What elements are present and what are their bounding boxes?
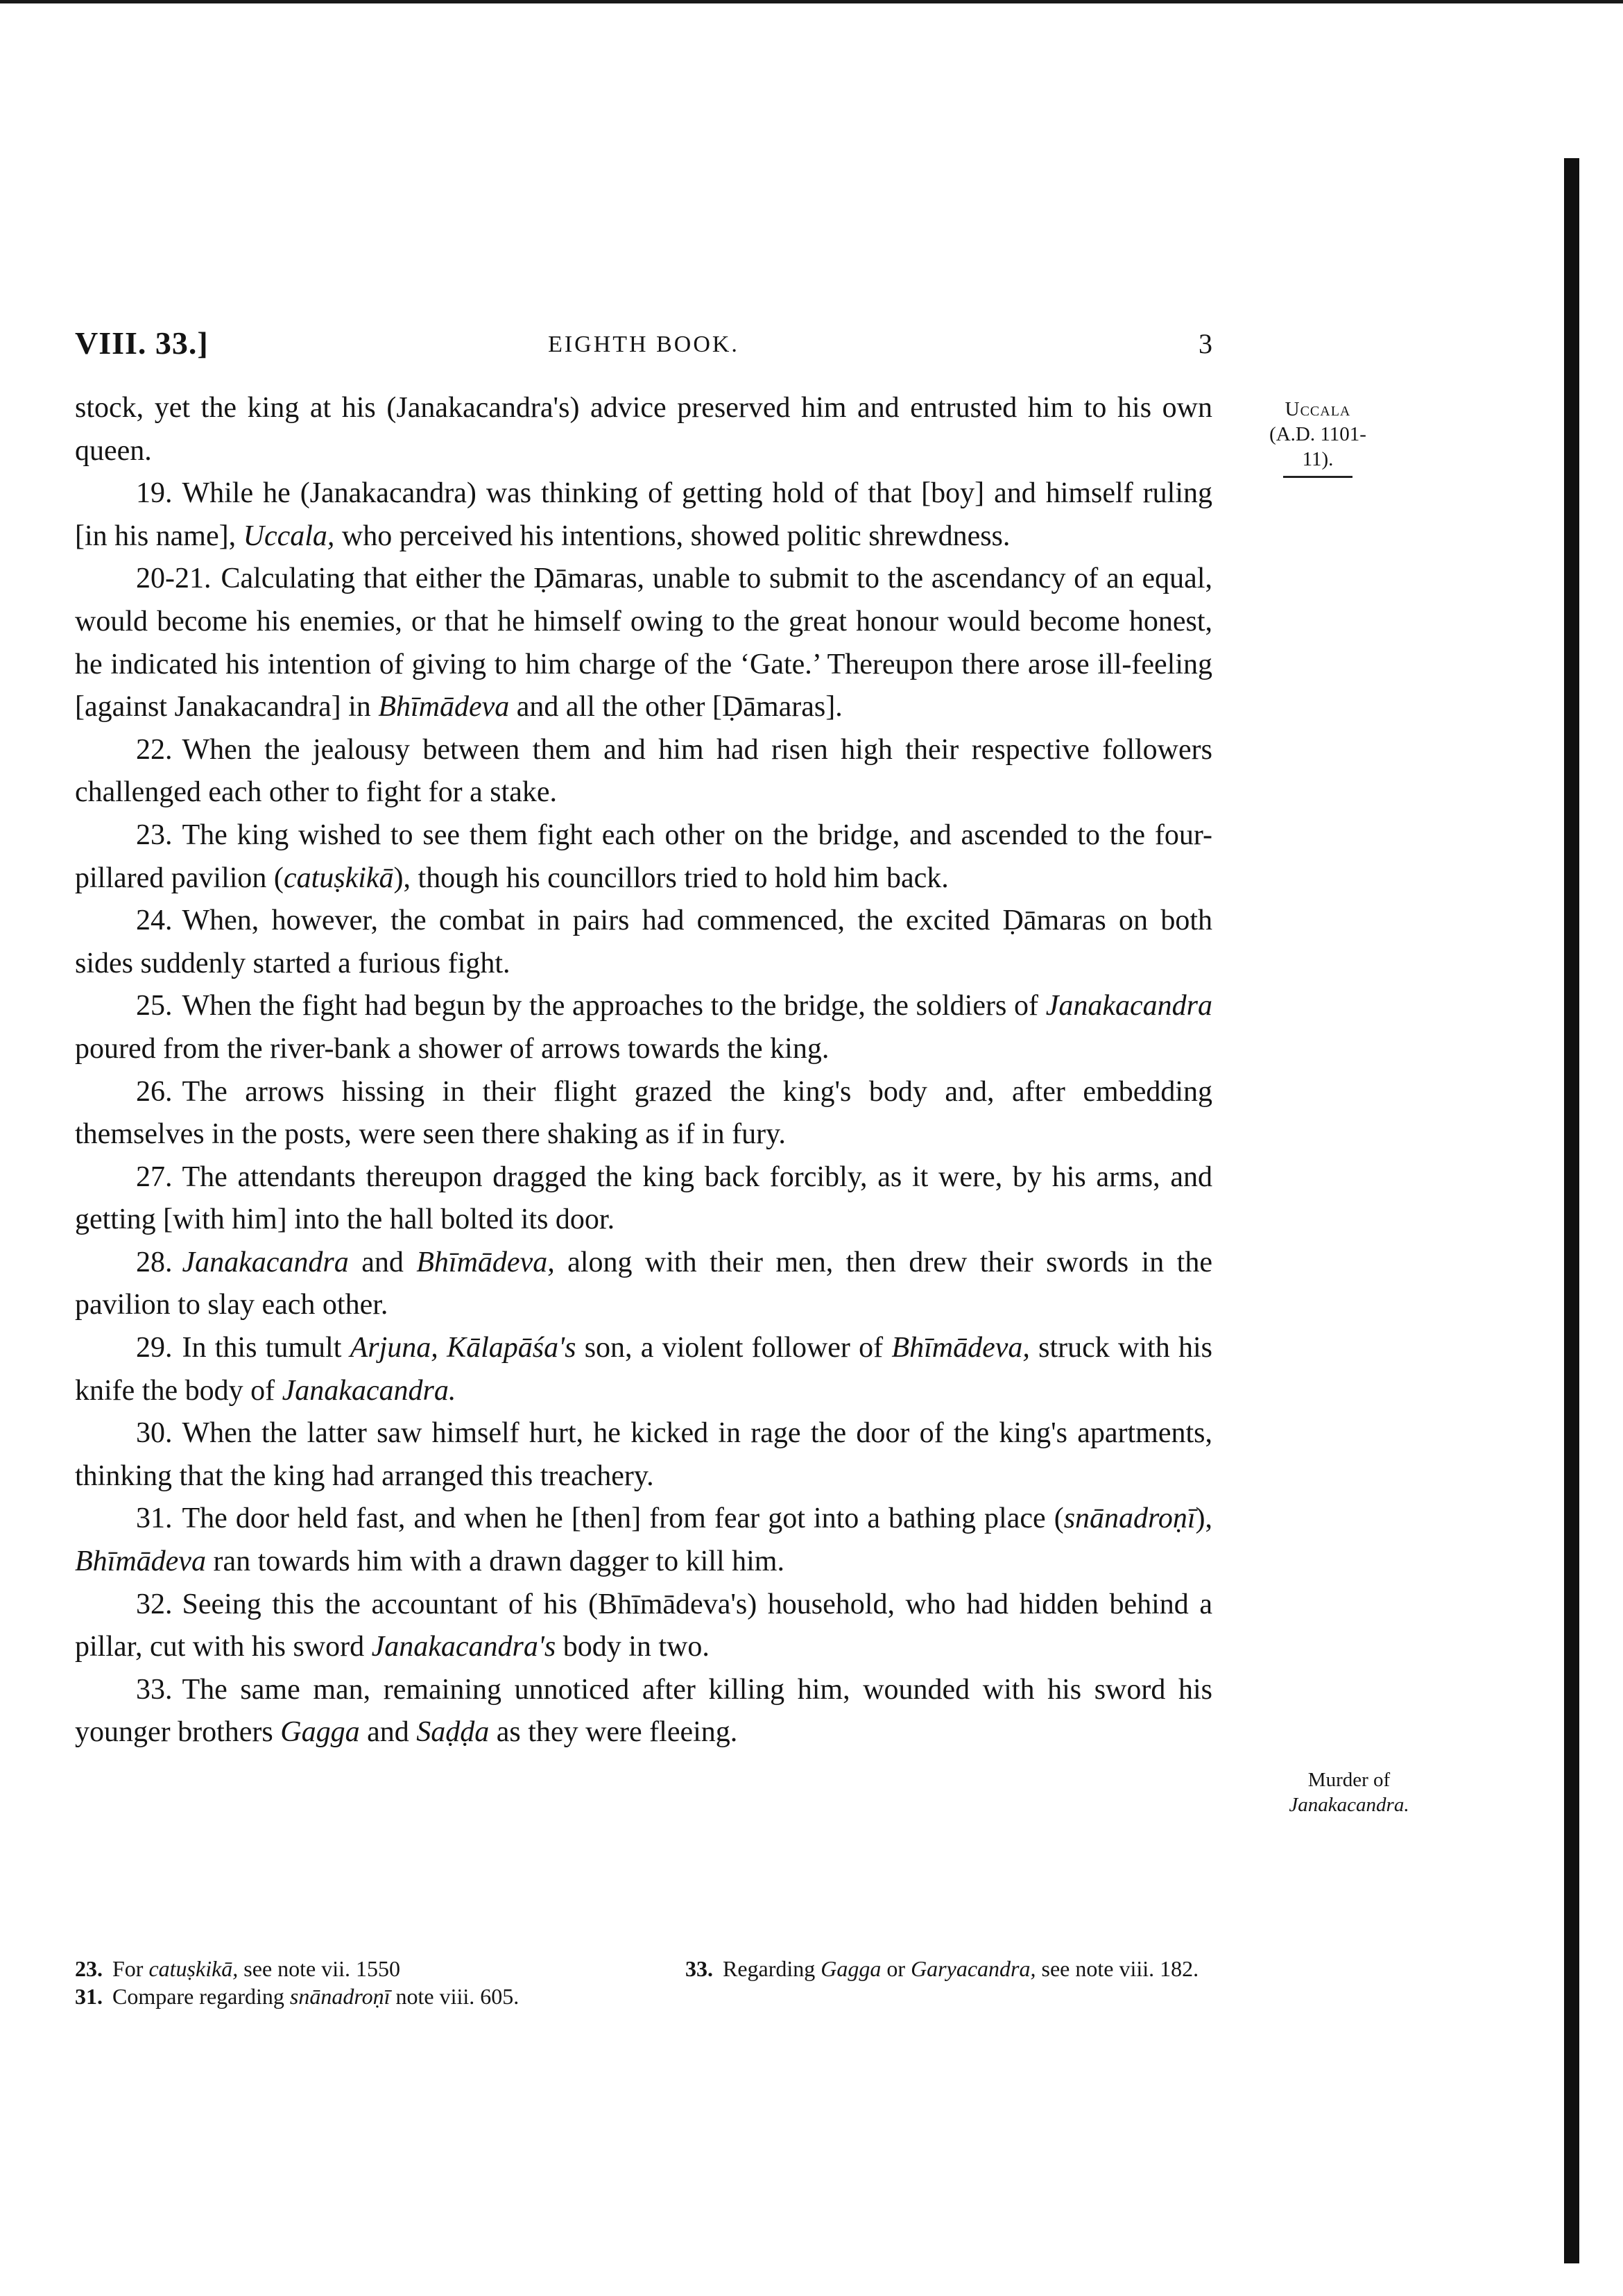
verse-italic: Janakacandra bbox=[1045, 990, 1212, 1022]
header-book-title: EIGHTH BOOK. bbox=[548, 332, 739, 357]
running-header bbox=[75, 325, 1212, 366]
verse-italic: Bhīmādeva bbox=[378, 691, 510, 723]
page-number: 3 bbox=[1199, 328, 1212, 359]
footnote-italic: Garyacandra, bbox=[911, 1956, 1036, 1981]
verse-32 bbox=[75, 1584, 1212, 1669]
verse-text: along with their men, then drew their swords in the pavilion to slay each other. bbox=[75, 1246, 1212, 1321]
verse-text: Seeing this the accountant of his (Bhīmādeva's) household, who had hidden behind a pillar, cut with his sword bbox=[75, 1588, 1212, 1663]
verse-number: 33. bbox=[136, 1673, 173, 1706]
verse-31 bbox=[75, 1498, 1212, 1583]
verse-text: The door held fast, and when he [then] from fear got into a bathing place ( bbox=[182, 1502, 1064, 1535]
verse-29 bbox=[75, 1327, 1212, 1412]
main-text bbox=[75, 387, 1212, 1754]
footnote-number: 31. bbox=[75, 1984, 103, 2009]
verse-text: as they were fleeing. bbox=[489, 1716, 738, 1749]
verse-number: 23. bbox=[136, 819, 173, 851]
verse-italic: Arjuna, Kālapāśa's bbox=[350, 1332, 576, 1364]
footnote-italic: snānadroṇī bbox=[289, 1984, 390, 2009]
footnote-text: see note vii. 1550 bbox=[238, 1956, 401, 1981]
footnote-text: note viii. 605. bbox=[390, 1984, 519, 2009]
margin-note-ruler bbox=[1255, 397, 1380, 478]
footnote-text: For bbox=[112, 1956, 149, 1981]
verse-italic: Bhīmādeva bbox=[75, 1545, 206, 1578]
verse-28 bbox=[75, 1242, 1212, 1327]
verse-text: ), though his councillors tried to hold him back. bbox=[393, 862, 949, 894]
verse-text: When the fight had begun by the approaches to the bridge, the soldiers of bbox=[182, 990, 1046, 1022]
verse-number: 25. bbox=[136, 990, 173, 1022]
verse-22 bbox=[75, 729, 1212, 814]
verse-text: In this tumult bbox=[182, 1332, 350, 1364]
footnote-number: 23. bbox=[75, 1956, 103, 1981]
verse-26 bbox=[75, 1071, 1212, 1156]
verse-italic: Janakacandra. bbox=[282, 1374, 456, 1407]
verse-number: 28. bbox=[136, 1246, 173, 1278]
verse-continuation bbox=[75, 387, 1212, 472]
verse-text: who perceived his intentions, showed politic shrewdness. bbox=[334, 520, 1011, 552]
verse-text: Calculating that either the Ḍāmaras, unable to submit to the ascendancy of an equal, would become his enemies, or that he himself owing to the great honour would become honest, he indicated his intention of giving to him charge of the ‘Gate.’ Thereupon there arose ill-feeling [against Janakacandra] in bbox=[75, 563, 1212, 723]
verse-italic: Bhīmādeva, bbox=[416, 1246, 555, 1278]
margin-note-ruler-name: Uccala bbox=[1285, 398, 1351, 420]
verse-text: While he (Janakacandra) was thinking of getting hold of that [boy] and himself ruling [in his name], bbox=[75, 477, 1212, 552]
verse-number: 19. bbox=[136, 477, 173, 510]
verse-number: 22. bbox=[136, 733, 173, 766]
verse-number: 29. bbox=[136, 1332, 173, 1364]
verse-27 bbox=[75, 1156, 1212, 1242]
page-edge-bar bbox=[1564, 158, 1579, 2263]
verse-italic: Bhīmādeva, bbox=[891, 1332, 1030, 1364]
footnote-23 bbox=[75, 1955, 644, 1982]
verse-number: 27. bbox=[136, 1160, 173, 1193]
verse-text: poured from the river-bank a shower of arrows towards the king. bbox=[75, 1032, 830, 1065]
verse-number: 26. bbox=[136, 1075, 173, 1108]
verse-text: The arrows hissing in their flight grazed the king's body and, after embedding themselves in the posts, were seen there shaking as if in fury. bbox=[75, 1075, 1212, 1151]
verse-text: ), bbox=[1195, 1502, 1212, 1535]
verse-33 bbox=[75, 1669, 1212, 1754]
verse-italic: Gagga bbox=[280, 1716, 360, 1749]
verse-number: 30. bbox=[136, 1417, 173, 1450]
verse-text: ran towards him with a drawn dagger to kill him. bbox=[205, 1545, 784, 1578]
verse-20-21 bbox=[75, 558, 1212, 728]
verse-19 bbox=[75, 472, 1212, 558]
verse-italic: Saḍḍa bbox=[416, 1716, 490, 1749]
verse-24 bbox=[75, 900, 1212, 985]
verse-number: 31. bbox=[136, 1502, 173, 1535]
verse-italic: snānadroṇī bbox=[1063, 1502, 1196, 1535]
verse-text: When the jealousy between them and him had risen high their respective followers challenged each other to fight for a stake. bbox=[75, 733, 1212, 809]
margin-note-ruler-date: (A.D. 1101-11). bbox=[1269, 423, 1366, 470]
verse-text: and all the other [Ḍāmaras]. bbox=[509, 691, 843, 723]
footnote-italic: Gagga bbox=[821, 1956, 882, 1981]
verse-number: 20-21. bbox=[136, 563, 212, 595]
verse-italic: Janakacandra's bbox=[371, 1631, 556, 1663]
top-edge-rule bbox=[0, 0, 1623, 3]
verse-text: When, however, the combat in pairs had commenced, the excited Ḍāmaras on both sides suddenly started a furious fight. bbox=[75, 905, 1212, 979]
footnote-text: see note viii. 182. bbox=[1036, 1956, 1199, 1981]
footnote-31 bbox=[75, 1982, 644, 2010]
verse-text: When the latter saw himself hurt, he kicked in rage the door of the king's apartments, thinking that the king had arranged this treachery. bbox=[75, 1417, 1212, 1492]
verse-30 bbox=[75, 1412, 1212, 1498]
footnote-text: or bbox=[881, 1956, 911, 1981]
verse-number: 24. bbox=[136, 905, 173, 937]
verse-italic: Janakacandra bbox=[182, 1246, 349, 1278]
header-section-ref: VIII. 33.] bbox=[75, 325, 209, 361]
verse-text: The same man, remaining unnoticed after killing him, wounded with his sword his younger brothers bbox=[75, 1673, 1212, 1749]
verse-text: struck with his knife the body of bbox=[75, 1332, 1212, 1407]
verse-number: 32. bbox=[136, 1588, 173, 1620]
footnote-text: Compare regarding bbox=[112, 1984, 290, 2009]
verse-italic: catuṣkikā bbox=[283, 862, 394, 894]
verse-text: The attendants thereupon dragged the king back forcibly, as it were, by his arms, and getting [with him] into the hall bolted its door. bbox=[75, 1160, 1212, 1236]
margin-note-rule bbox=[1283, 476, 1352, 478]
verse-23 bbox=[75, 814, 1212, 900]
verse-text: and bbox=[348, 1246, 417, 1278]
verse-italic: Uccala, bbox=[243, 520, 335, 552]
verse-25 bbox=[75, 985, 1212, 1070]
footnotes-right-column bbox=[685, 1955, 1226, 1982]
footnotes-left-column bbox=[75, 1955, 644, 2010]
margin-note-murder bbox=[1248, 1767, 1450, 1817]
verse-text: The king wished to see them fight each other on the bridge, and ascended to the four-pillared pavilion ( bbox=[75, 819, 1212, 894]
margin-note-murder-name: Janakacandra. bbox=[1289, 1794, 1409, 1816]
footnote-text: Regarding bbox=[723, 1956, 821, 1981]
verse-text: stock, yet the king at his (Janakacandra's) advice preserved him and entrusted him to his own queen. bbox=[75, 392, 1212, 467]
verse-text: and bbox=[359, 1716, 417, 1749]
footnote-italic: catuṣkikā, bbox=[148, 1956, 239, 1981]
verse-text: son, a violent follower of bbox=[576, 1332, 892, 1364]
footnote-number: 33. bbox=[685, 1956, 713, 1981]
verse-text: body in two. bbox=[556, 1631, 710, 1663]
footnote-33 bbox=[685, 1955, 1226, 1982]
margin-note-murder-pre: Murder of bbox=[1307, 1769, 1391, 1791]
